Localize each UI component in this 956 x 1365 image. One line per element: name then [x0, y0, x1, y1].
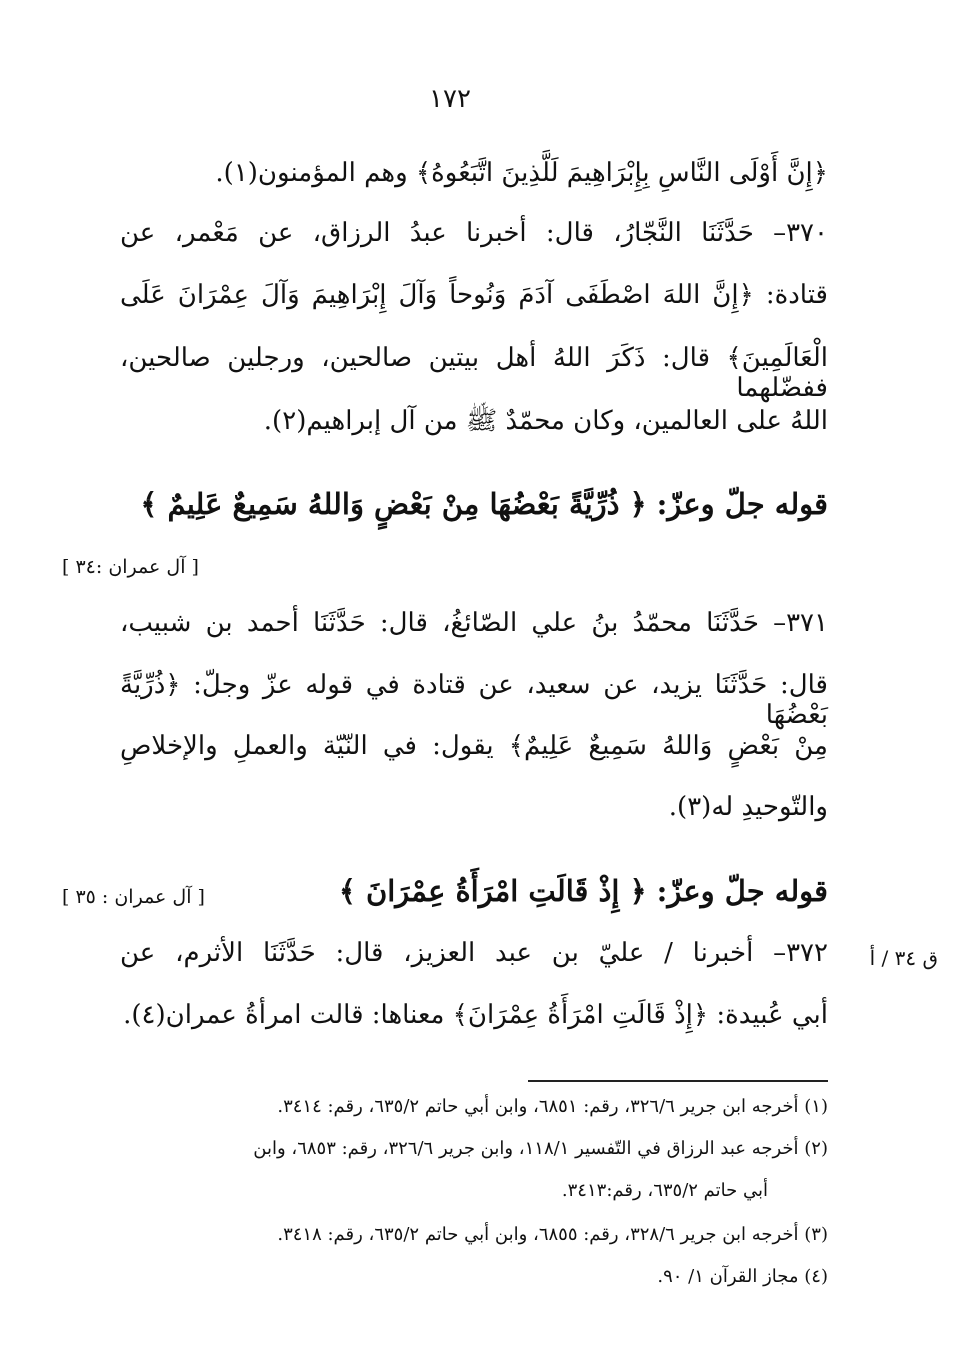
footnote-3: (٣) أخرجه ابن جرير ٣٢٨/٦، رقم: ٦٨٥٥، وابن أبي حاتم ٦٣٥/٢، رقم: ٣٤١٨.	[277, 1224, 828, 1245]
manuscript-folio-note: ق ٣٤ / أ	[869, 946, 938, 970]
hadith-371-line-2: قال: حَدَّثَنَا يزيد، عن سعيد، عن قتادة في قوله عزّ وجلّ: ﴿ذُرِّيَّةً بَعْضُهَا	[120, 670, 828, 730]
hadith-370-line-3: الْعَالَمِينَ﴾ قال: ذَكَرَ اللهُ أهل بيتين صالحين، ورجلين صالحين، ففضّلهما	[120, 343, 828, 403]
hadith-372-line-2: أبي عُبيدة: ﴿إِذْ قَالَتِ امْرَأَةُ عِمْرَانَ﴾ معناها: قالت امرأةُ عمران(٤).	[123, 1000, 828, 1030]
footnote-2-line-1: (٢) أخرجه عبد الرزاق في التّفسير ١١٨/١، وابن جرير ٣٢٦/٦، رقم: ٦٨٥٣، وابن	[253, 1138, 828, 1159]
verse-reference-34: [ آل عمران :٣٤ ]	[62, 556, 199, 578]
verse-heading-34: قوله جلّ وعزّ: ﴿ ذُرِّيَّةً بَعْضُهَا مِنْ بَعْضٍ وَاللهُ سَمِيعٌ عَلِيمٌ ﴾	[140, 487, 828, 521]
hadith-370-line-1: ٣٧٠– حَدَّثَنَا النَّجّارُ، قال: أخبرنا عبدُ الرزاق، عن مَعْمر، عن	[120, 218, 828, 248]
verse-heading-35: قوله جلّ وعزّ: ﴿ إِذْ قَالَتِ امْرَأَةُ عِمْرَانَ ﴾	[338, 874, 828, 908]
page-number: ١٧٢	[429, 84, 471, 114]
hadith-371-line-1: ٣٧١– حَدَّثَنَا محمّدُ بنُ علي الصّائغُ، قال: حَدَّثَنَا أحمد بن شبيب،	[120, 608, 828, 638]
verse-reference-35: [ آل عمران : ٣٥ ]	[62, 886, 205, 908]
hadith-371-line-3: مِنْ بَعْضٍ وَاللهُ سَمِيعٌ عَلِيمٌ﴾ يقول: في النّيّة والعملِ والإخلاصِ	[120, 731, 828, 761]
footnote-4: (٤) مجاز القرآن ١/ ٩٠.	[657, 1266, 828, 1287]
text-line-1: ﴿إِنَّ أَوْلَى النَّاسِ بِإِبْرَاهِيمَ لَلَّذِينَ اتَّبَعُوهُ﴾ وهم المؤمنون(١).	[215, 158, 828, 188]
footnote-2-line-2: أبي حاتم ٦٣٥/٢، رقم:٣٤١٣.	[561, 1180, 768, 1201]
hadith-371-line-4: والتّوحيدِ له(٣).	[668, 792, 828, 822]
hadith-370-line-2: قتادة: ﴿إِنَّ اللهَ اصْطَفَى آدَمَ وَنُوحاً وَآلَ إِبْرَاهِيمَ وَآلَ عِمْرَانَ عَلَى	[120, 280, 828, 310]
hadith-370-line-4: اللهُ على العالمين، وكان محمّدٌ ﷺ من آل إبراهيم(٢).	[263, 406, 828, 436]
footnote-1: (١) أخرجه ابن جرير ٣٢٦/٦، رقم: ٦٨٥١، وابن أبي حاتم ٦٣٥/٢، رقم: ٣٤١٤.	[277, 1096, 828, 1117]
footnote-separator	[528, 1080, 828, 1082]
hadith-372-line-1: ٣٧٢– أخبرنا / عليّ بن عبد العزيز، قال: حَدَّثَنَا الأثرم، عن	[120, 938, 828, 968]
